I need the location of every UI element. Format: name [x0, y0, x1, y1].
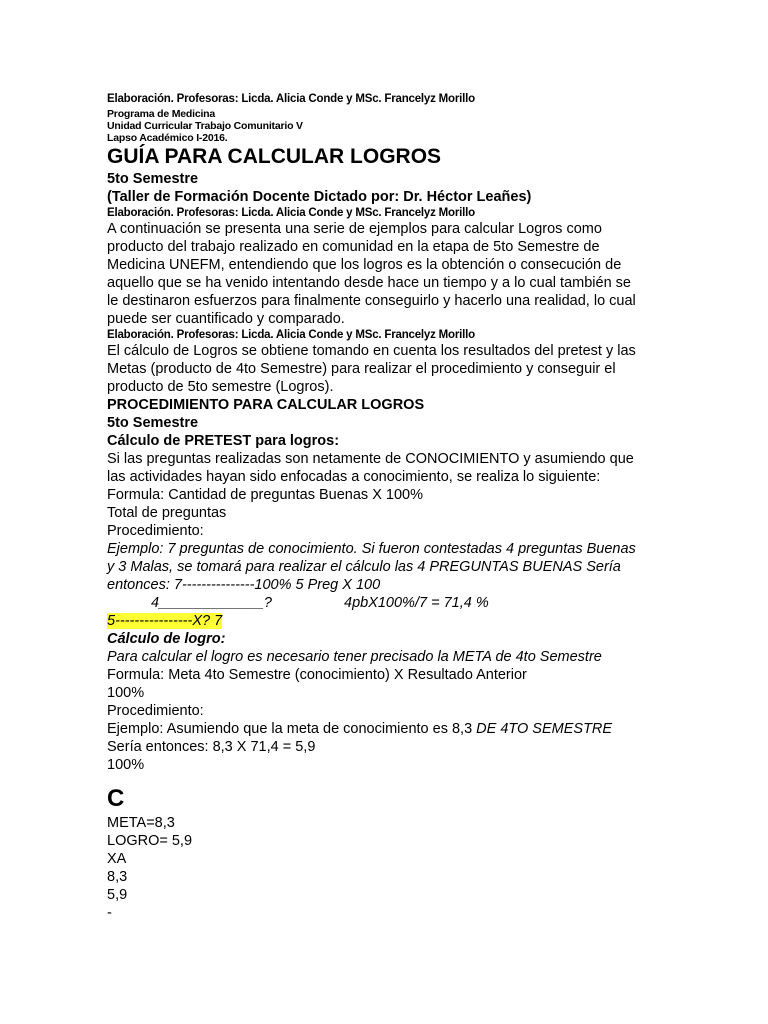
calc-intro-paragraph	[107, 342, 667, 396]
logro-heading: Cálculo de logro:	[107, 631, 226, 647]
header-unit: Unidad Curricular Trabajo Comunitario V	[107, 120, 303, 132]
page-title: GUÍA PARA CALCULAR LOGROS	[107, 145, 442, 168]
semester-label: 5to Semestre	[107, 171, 199, 187]
pretest-line: Si las preguntas realizadas son netamente de CONOCIMIENTO y asumiendo que	[107, 451, 634, 467]
section-c-heading: C	[107, 785, 125, 812]
list-item: META=8,3	[107, 815, 175, 831]
intro-line: puede ser cuantificado y comparado.	[107, 311, 345, 327]
workshop-label: (Taller de Formación Docente Dictado por: Dr. Héctor Leañes)	[107, 189, 532, 205]
formula-1: Formula: Cantidad de preguntas Buenas X 100%	[107, 487, 423, 503]
list-item: LOGRO= 5,9	[107, 833, 193, 849]
pretest-heading: Cálculo de PRETEST para logros:	[107, 433, 340, 449]
document-page	[107, 92, 667, 922]
header-period: Lapso Académico I-2016.	[107, 132, 228, 144]
logro-intro: Para calcular el logro es necesario tener precisado la META de 4to Semestre	[107, 649, 602, 665]
example-calc-right: 4pbX100%/7 = 71,4 %	[344, 595, 489, 611]
example-1	[107, 540, 667, 630]
logro-paragraph	[107, 648, 667, 774]
procedure-label-2: Procedimiento:	[107, 703, 204, 719]
intro-line: producto del trabajo realizado en comunidad en la etapa de 5to Semestre de	[107, 239, 600, 255]
pretest-line: las actividades hayan sido enfocadas a conocimiento, se realiza lo siguiente:	[107, 469, 601, 485]
example-highlight-line	[107, 612, 667, 630]
list-item: XA	[107, 851, 127, 867]
list-item: 5,9	[107, 887, 128, 903]
credit-line: Elaboración. Profesoras: Licda. Alicia Conde y MSc. Francelyz Morillo	[107, 207, 475, 219]
intro-line: le destinaron esfuerzos para finalmente conseguirlo y hacerlo una realidad, lo cual	[107, 293, 636, 309]
list-item: -	[107, 905, 112, 921]
formula-1-denominator: Total de preguntas	[107, 505, 227, 521]
header-program: Programa de Medicina	[107, 108, 216, 120]
example-2-text: Ejemplo: Asumiendo que la meta de conocimiento es 8,3	[107, 721, 477, 737]
pretest-paragraph	[107, 450, 667, 540]
results-list	[107, 814, 667, 922]
procedure-semester: 5to Semestre	[107, 415, 199, 431]
list-item: 8,3	[107, 869, 128, 885]
example-line: y 3 Malas, se tomará para realizar el cálculo las 4 PREGUNTAS BUENAS Sería	[107, 559, 621, 575]
example-2-result: Sería entonces: 8,3 X 71,4 = 5,9	[107, 739, 316, 755]
formula-2-denominator: 100%	[107, 685, 145, 701]
calc-intro-line: Metas (producto de 4to Semestre) para realizar el procedimiento y conseguir el	[107, 361, 616, 377]
example-2	[107, 720, 667, 738]
procedure-heading: PROCEDIMIENTO PARA CALCULAR LOGROS	[107, 397, 425, 413]
intro-line: aquello que se ha venido intentando desde hace un tiempo y a lo cual también se	[107, 275, 631, 291]
calc-intro-line: El cálculo de Logros se obtiene tomando en cuenta los resultados del pretest y las	[107, 343, 636, 359]
example-calc-left: 4_____________?	[151, 595, 272, 611]
calc-intro-line: producto de 5to semestre (Logros).	[107, 379, 334, 395]
intro-paragraph	[107, 220, 667, 328]
example-2-italic: DE 4TO SEMESTRE	[476, 721, 613, 737]
header-credit: Elaboración. Profesoras: Licda. Alicia Conde y MSc. Francelyz Morillo	[107, 93, 475, 105]
example-line: Ejemplo: 7 preguntas de conocimiento. Si fueron contestadas 4 preguntas Buenas	[107, 541, 636, 557]
credit-line-2: Elaboración. Profesoras: Licda. Alicia Conde y MSc. Francelyz Morillo	[107, 329, 475, 341]
highlighted-text: 5----------------X? 7	[107, 613, 223, 629]
intro-line: Medicina UNEFM, entendiendo que los logros es la obtención o consecución de	[107, 257, 622, 273]
example-line: entonces: 7---------------100% 5 Preg X 100	[107, 577, 381, 593]
intro-line: A continuación se presenta una serie de ejemplos para calcular Logros como	[107, 221, 602, 237]
procedure-label: Procedimiento:	[107, 523, 204, 539]
example-2-denominator: 100%	[107, 757, 145, 773]
formula-2: Formula: Meta 4to Semestre (conocimiento) X Resultado Anterior	[107, 667, 527, 683]
example-calc-line	[107, 594, 667, 612]
